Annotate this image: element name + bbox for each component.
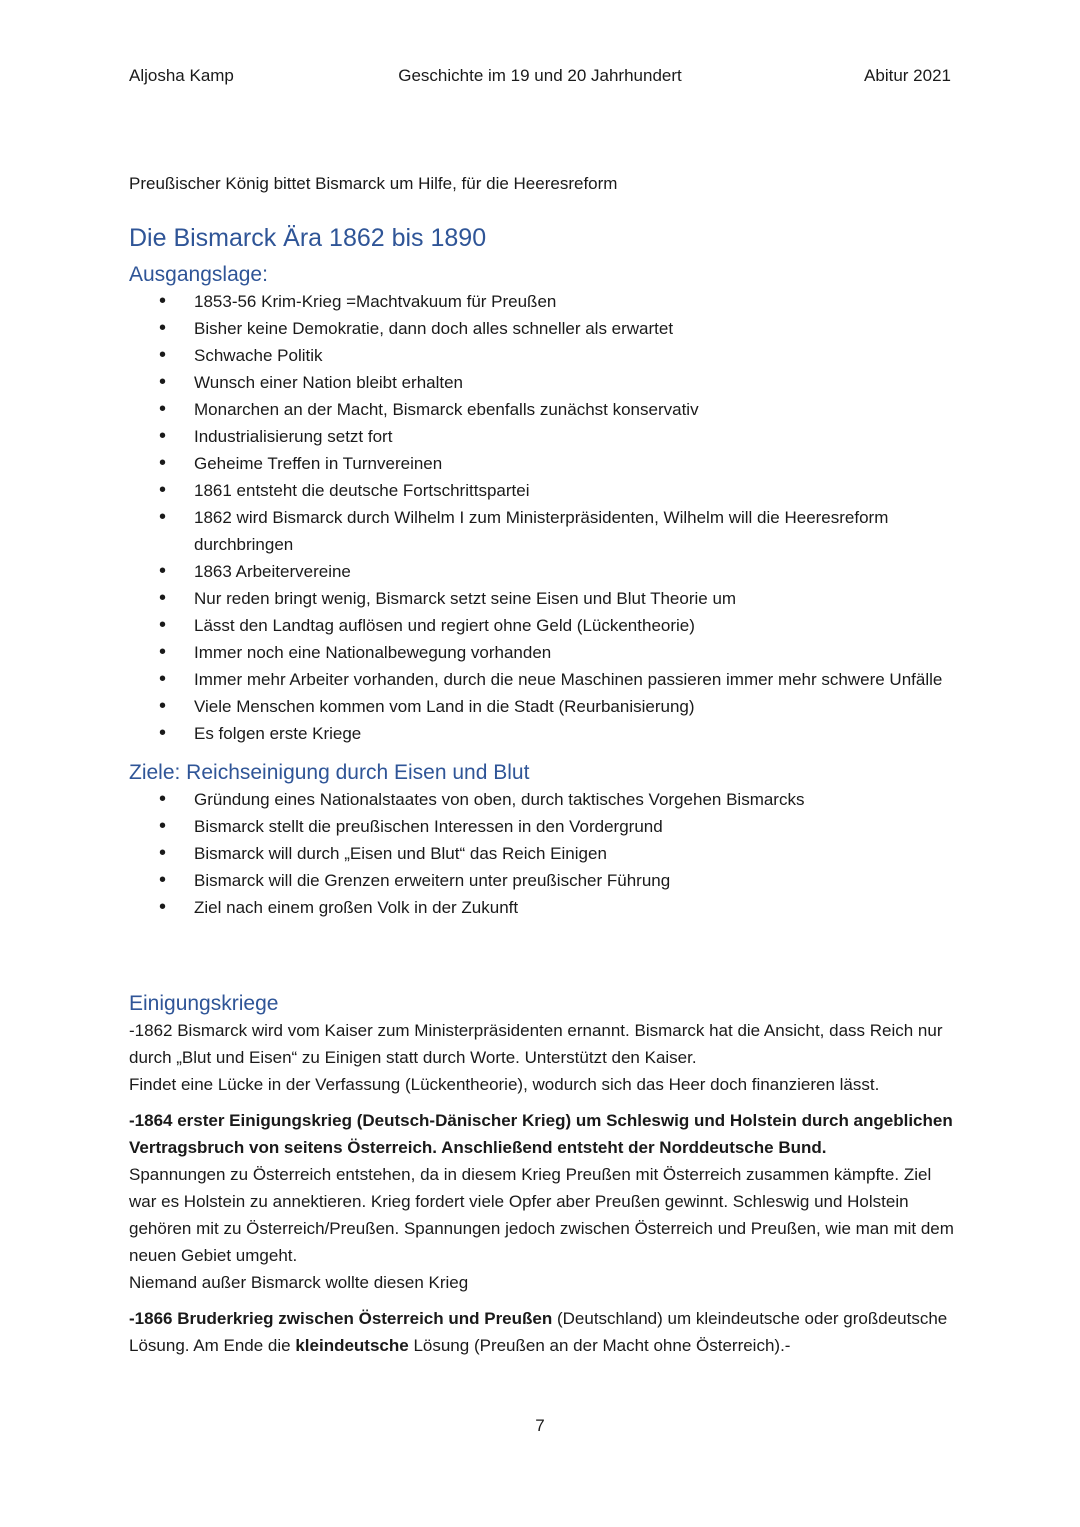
list-item: • Wunsch einer Nation bleibt erhalten xyxy=(129,369,959,396)
list-item: • Industrialisierung setzt fort xyxy=(129,423,959,450)
list-item: • Bismarck will durch „Eisen und Blut“ das Reich Einigen xyxy=(129,840,959,867)
list-item: • Es folgen erste Kriege xyxy=(129,720,959,747)
paragraph-1866 xyxy=(129,1305,959,1359)
heading-ausgangslage: Ausgangslage: xyxy=(129,263,268,286)
intro-text: Preußischer König bittet Bismarck um Hilfe, für die Heeresreform xyxy=(129,174,618,193)
list-item: • Viele Menschen kommen vom Land in die Stadt (Reurbanisierung) xyxy=(129,693,959,720)
paragraph-1864 xyxy=(129,1107,959,1269)
list-item: • Ziel nach einem großen Volk in der Zukunft xyxy=(129,894,959,921)
paragraph-1866-bold-1: -1866 Bruderkrieg zwischen Österreich und Preußen xyxy=(129,1309,553,1328)
heading-ziele: Ziele: Reichseinigung durch Eisen und Blut xyxy=(129,761,530,784)
list-item: • Gründung eines Nationalstaates von oben, durch taktisches Vorgehen Bismarcks xyxy=(129,786,959,813)
paragraph-niemand: Niemand außer Bismarck wollte diesen Krieg xyxy=(129,1273,469,1292)
list-item: • Immer mehr Arbeiter vorhanden, durch die neue Maschinen passieren immer mehr schwere Unfälle xyxy=(129,666,959,693)
page-content xyxy=(129,170,959,1359)
paragraph-1864-text: Spannungen zu Österreich entstehen, da in diesem Krieg Preußen mit Österreich zusammen kämpfte. Ziel war es Holstein zu annektieren. Krieg fordert viele Opfer aber Preußen gewinnt. Schleswig und Holstein gehören mit zu Österreich/Preußen. Spannungen jedoch zwischen Österreich und Preußen, wie man mit dem neuen Gebiet umgeht. xyxy=(129,1165,954,1265)
header-title: Geschichte im 19 und 20 Jahrhundert xyxy=(398,66,682,85)
list-item: • Geheime Treffen in Turnvereinen xyxy=(129,450,959,477)
list-item: • 1862 wird Bismarck durch Wilhelm I zum Ministerpräsidenten, Wilhelm will die Heeresreform durchbringen xyxy=(129,504,959,558)
list-ziele xyxy=(129,786,959,921)
list-item: • Nur reden bringt wenig, Bismarck setzt seine Eisen und Blut Theorie um xyxy=(129,585,959,612)
list-item: • Bismarck will die Grenzen erweitern unter preußischer Führung xyxy=(129,867,959,894)
paragraph-1864-bold: -1864 erster Einigungskrieg (Deutsch-Dänischer Krieg) um Schleswig und Holstein durch angeblichen Vertragsbruch von seitens Österreich. Anschließend entsteht der Norddeutsche Bund. xyxy=(129,1111,953,1157)
header-exam: Abitur 2021 xyxy=(864,66,951,85)
page-header xyxy=(129,66,951,90)
list-item: • 1853-56 Krim-Krieg =Machtvakuum für Preußen xyxy=(129,288,959,315)
paragraph-1866-bold-2: kleindeutsche xyxy=(295,1336,409,1355)
list-item: • Immer noch eine Nationalbewegung vorhanden xyxy=(129,639,959,666)
paragraph-lueckentheorie: Findet eine Lücke in der Verfassung (Lückentheorie), wodurch sich das Heer doch finanzieren lässt. xyxy=(129,1075,880,1094)
list-item: • Schwache Politik xyxy=(129,342,959,369)
list-item: • 1861 entsteht die deutsche Fortschrittspartei xyxy=(129,477,959,504)
paragraph-1862: -1862 Bismarck wird vom Kaiser zum Ministerpräsidenten ernannt. Bismarck hat die Ansicht, dass Reich nur durch „Blut und Eisen“ zu Einigen statt durch Worte. Unterstützt den Kaiser. xyxy=(129,1021,943,1067)
paragraph-1866-text-2: Lösung (Preußen an der Macht ohne Österreich).- xyxy=(408,1336,791,1355)
page-number: 7 xyxy=(535,1416,545,1435)
list-item: • Bisher keine Demokratie, dann doch alles schneller als erwartet xyxy=(129,315,959,342)
list-item: • Monarchen an der Macht, Bismarck ebenfalls zunächst konservativ xyxy=(129,396,959,423)
main-heading: Die Bismarck Ära 1862 bis 1890 xyxy=(129,224,487,252)
list-item: • 1863 Arbeitervereine xyxy=(129,558,959,585)
list-item: • Lässt den Landtag auflösen und regiert ohne Geld (Lückentheorie) xyxy=(129,612,959,639)
list-ausgangslage xyxy=(129,288,959,747)
paragraph-1866-text-1: (Deutschland) um kleindeutsche oder großdeutsche Lösung. Am Ende die xyxy=(129,1309,948,1355)
list-item: • Bismarck stellt die preußischen Interessen in den Vordergrund xyxy=(129,813,959,840)
header-author: Aljosha Kamp xyxy=(129,66,234,85)
heading-einigungskriege: Einigungskriege xyxy=(129,992,279,1015)
